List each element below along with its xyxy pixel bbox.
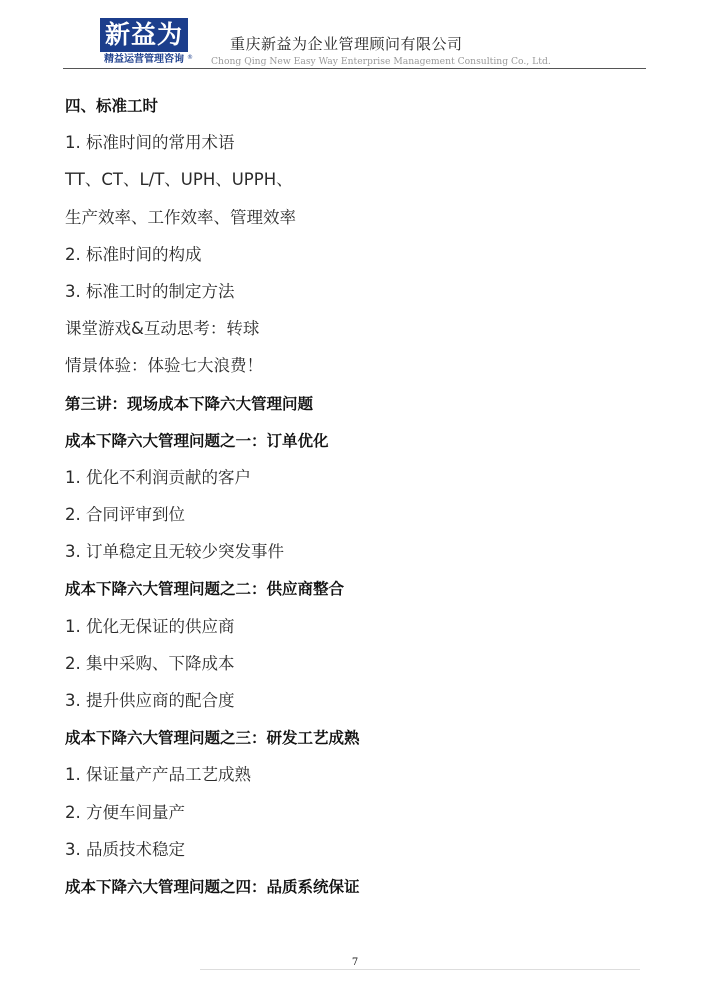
body-line: 情景体验：体验七大浪费！: [65, 356, 263, 376]
body-line: 课堂游戏&互动思考：转球: [65, 319, 260, 339]
footer-divider: [200, 969, 640, 970]
body-line: 3. 提升供应商的配合度: [65, 691, 235, 710]
body-line: 1. 标准时间的常用术语: [65, 133, 235, 153]
company-logo: [100, 18, 192, 68]
section-heading: 成本下降六大管理问题之四：品质系统保证: [65, 877, 360, 896]
logo-main-text: 新益为: [100, 18, 188, 52]
header-divider: [63, 68, 646, 69]
body-line: TT、CT、L/T、UPH、UPPH、: [65, 170, 293, 190]
section-heading: 第三讲：现场成本下降六大管理问题: [65, 394, 314, 413]
page-number: 7: [351, 957, 359, 968]
logo-sub-text: 精益运营管理咨询: [104, 54, 184, 65]
company-name-chinese: 重庆新益为企业管理顾问有限公司: [230, 35, 463, 53]
body-line: 2. 标准时间的构成: [65, 244, 202, 264]
body-line: 2. 集中采购、下降成本: [65, 653, 235, 673]
body-line: 2. 方便车间量产: [65, 802, 185, 822]
company-name-english: Chong Qing New Easy Way Enterprise Management Consulting Co., Ltd.: [211, 56, 551, 67]
body-line: 1. 优化不利润贡献的客户: [65, 467, 251, 487]
body-line: 生产效率、工作效率、管理效率: [65, 207, 296, 227]
section-heading: 成本下降六大管理问题之二：供应商整合: [65, 580, 345, 599]
section-heading: 四、标准工时: [65, 97, 159, 115]
registered-mark: ®: [187, 54, 193, 61]
body-line: 3. 标准工时的制定方法: [65, 281, 235, 301]
section-heading: 成本下降六大管理问题之一：订单优化: [65, 431, 329, 450]
document-body: [65, 93, 645, 911]
section-heading: 成本下降六大管理问题之三：研发工艺成熟: [65, 729, 360, 748]
body-line: 1. 保证量产产品工艺成熟: [65, 765, 251, 785]
body-line: 1. 优化无保证的供应商: [65, 616, 235, 636]
body-line: 3. 订单稳定且无较少突发事件: [65, 542, 284, 562]
body-line: 3. 品质技术稳定: [65, 839, 185, 859]
body-line: 2. 合同评审到位: [65, 505, 185, 525]
